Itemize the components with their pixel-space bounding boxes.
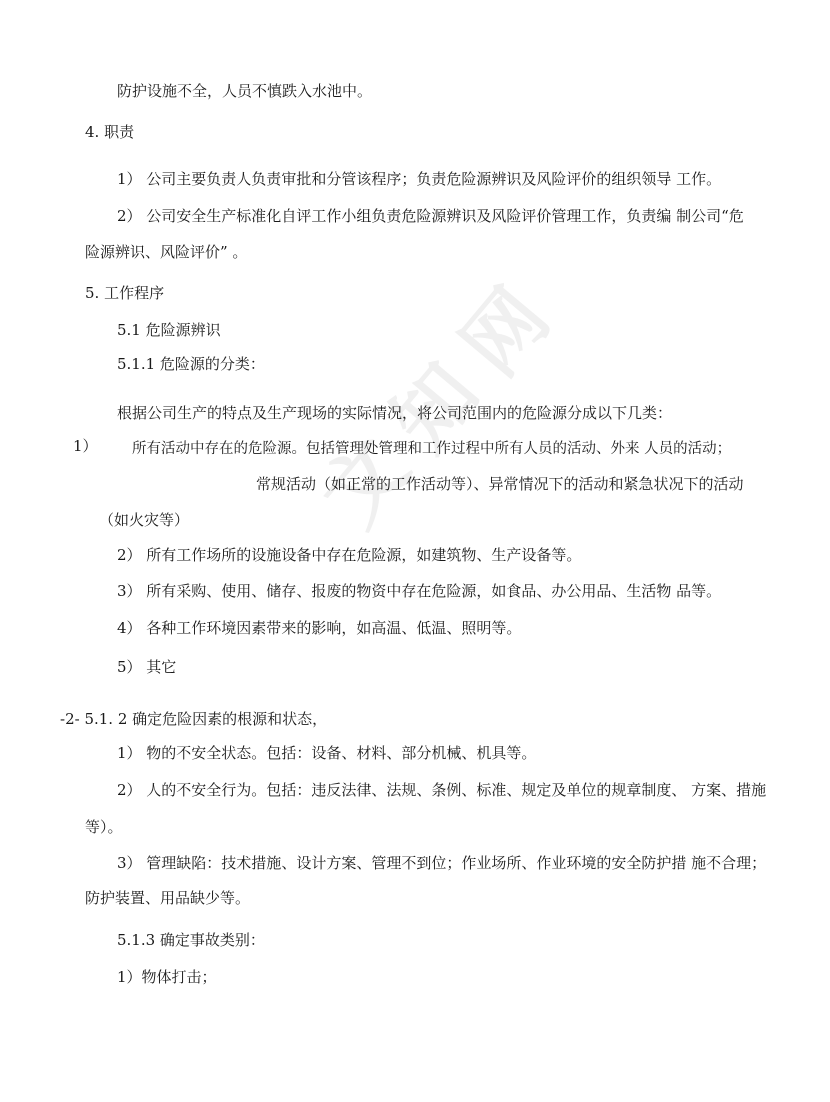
list-item: 3） 管理缺陷：技术措施、设计方案、管理不到位；作业场所、作业环境的安全防护措 施不合理； bbox=[117, 854, 767, 872]
list-item: 5） 其它 bbox=[117, 658, 177, 676]
list-item: 2） 人的不安全行为。包括：违反法律、法规、条例、标准、规定及单位的规章制度、 方案、措施 bbox=[117, 781, 767, 799]
text-line: 根据公司生产的特点及生产现场的实际情况，将公司范围内的危险源分成以下几类： bbox=[117, 404, 673, 422]
subsection-heading: 5.1.3 确定事故类别： bbox=[117, 931, 265, 949]
text-line: 常规活动（如正常的工作活动等）、异常情况下的活动和紧急状况下的活动 bbox=[256, 475, 744, 493]
text-line: 险源辨识、风险评价” 。 bbox=[85, 243, 248, 261]
text-line: 等）。 bbox=[85, 818, 123, 836]
text-line: （如火灾等） bbox=[99, 511, 190, 529]
section-heading: 4. 职责 bbox=[85, 123, 135, 141]
subsection-heading: -2- 5.1. 2 确定危险因素的根源和状态， bbox=[60, 710, 328, 728]
list-item: 1） 物的不安全状态。包括：设备、材料、部分机械、机具等。 bbox=[117, 744, 537, 762]
list-item: 3） 所有采购、使用、储存、报废的物资中存在危险源，如食品、办公用品、生活物 品等。 bbox=[117, 582, 722, 600]
list-item: 2） 所有工作场所的设施设备中存在危险源，如建筑物、生产设备等。 bbox=[117, 546, 582, 564]
watermark-logo: 文 知 网 bbox=[304, 271, 567, 543]
subsection-heading: 5.1.1 危险源的分类： bbox=[117, 355, 265, 373]
text-line: 防护设施不全，人员不慎跌入水池中。 bbox=[117, 82, 373, 100]
list-item: 1） 公司主要负责人负责审批和分管该程序；负责危险源辨识及风险评价的组织领导 工作。 bbox=[117, 170, 722, 188]
list-item: 4） 各种工作环境因素带来的影响，如高温、低温、照明等。 bbox=[117, 619, 522, 637]
subsection-heading: 5.1 危险源辨识 bbox=[117, 321, 221, 339]
list-item: 所有活动中存在的危险源。包括管理处管理和工作过程中所有人员的活动、外来 人员的活动； bbox=[132, 441, 732, 457]
section-heading: 5. 工作程序 bbox=[85, 284, 165, 302]
text-line: 防护装置、用品缺少等。 bbox=[85, 889, 251, 907]
list-marker: 1） bbox=[73, 437, 98, 455]
list-item: 1）物体打击； bbox=[117, 968, 217, 986]
list-item: 2） 公司安全生产标准化自评工作小组负责危险源辨识及风险评价管理工作，负责编 制公司“危 bbox=[117, 207, 744, 225]
